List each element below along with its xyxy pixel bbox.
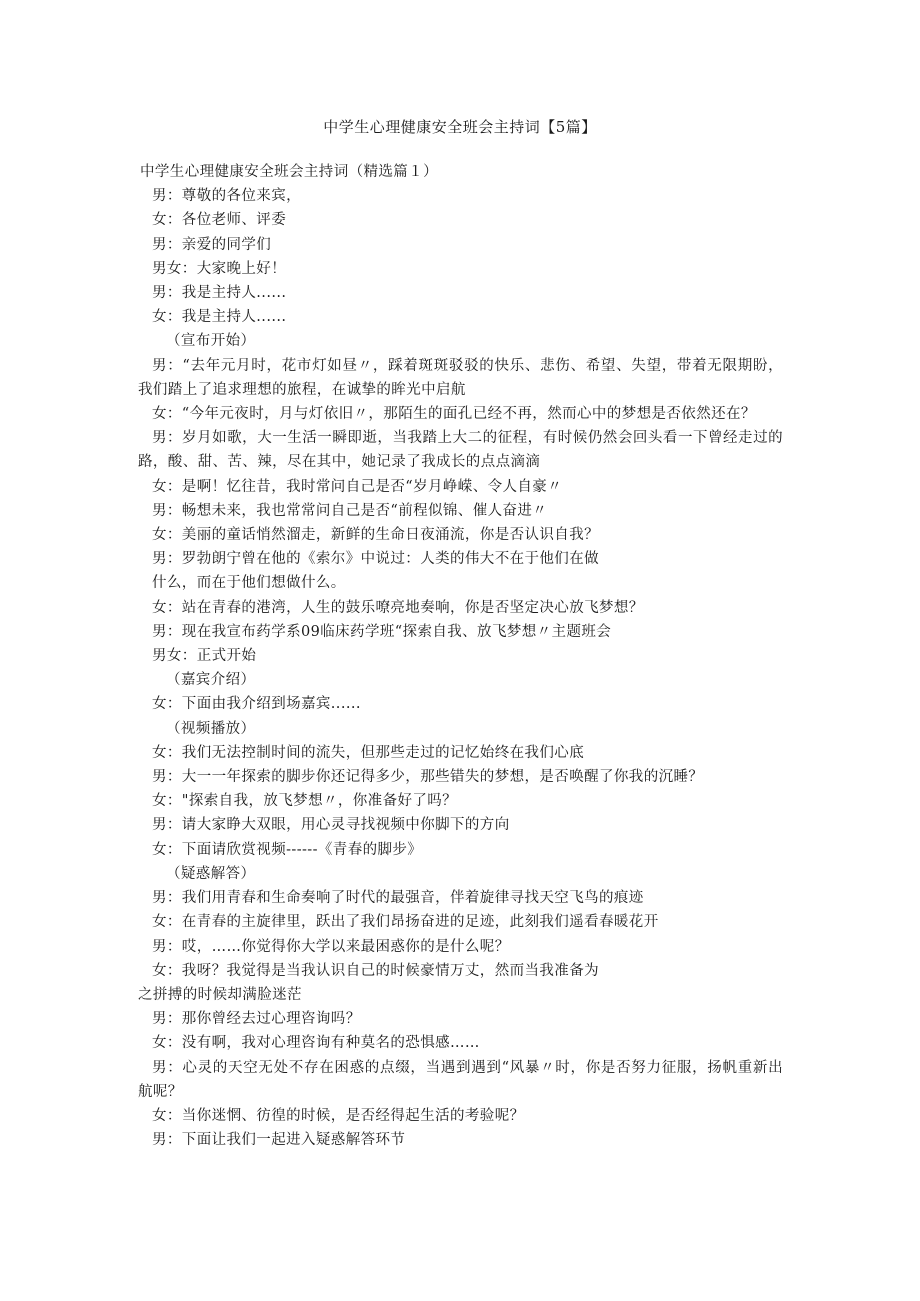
dialogue-line: 男：亲爱的同学们 xyxy=(152,236,272,253)
dialogue-line: 女：下面请欣赏视频------《青春的脚步》 xyxy=(152,841,423,858)
stage-direction: （嘉宾介绍） xyxy=(166,672,256,689)
dialogue-line: 男女：大家晚上好！ xyxy=(152,260,287,277)
dialogue-line: 男：下面让我们一起进入疑惑解答环节 xyxy=(152,1132,406,1149)
dialogue-line: 男：岁月如歌，大一生活一瞬即逝，当我踏上大二的征程，有时候仍然会回头看一下曾经走过的路，酸、甜、苦、辣，尽在其中，她记录了我成长的点点滴滴 xyxy=(138,430,783,471)
dialogue-line: 男：我是主持人...... xyxy=(152,285,287,302)
dialogue-line: 女：是啊！忆往昔，我时常问自己是否“岁月峥嵘、令人自豪〃 xyxy=(152,478,563,495)
dialogue-line: 男：现在我宣布药学系09临床药学班“探索自我、放飞梦想〃主题班会 xyxy=(152,623,612,640)
dialogue-line: 男：“去年元月时，花市灯如昼〃，踩着斑斑驳驳的快乐、悲伤、希望、失望，带着无限期盼，我们踏上了追求理想的旅程，在诚挚的眸光中启航 xyxy=(138,357,783,398)
dialogue-line: 女：站在青春的港湾，人生的鼓乐嘹亮地奏响，你是否坚定决心放飞梦想？ xyxy=(152,599,644,616)
dialogue-line: 女：美丽的童话悄然溜走，新鲜的生命日夜涌流，你是否认识自我？ xyxy=(152,527,599,544)
dialogue-line: 女：没有啊，我对心理咨询有种莫名的恐惧感…… xyxy=(152,1035,480,1052)
dialogue-line: 男：我们用青春和生命奏响了时代的最强音，伴着旋律寻找天空飞鸟的痕迹 xyxy=(152,890,644,907)
dialogue-line: 女："探索自我，放飞梦想〃，你准备好了吗？ xyxy=(152,793,458,810)
dialogue-line: 女：“今年元夜时，月与灯依旧〃，那陌生的面孔已经不再，然而心中的梦想是否依然还在？ xyxy=(152,406,756,423)
stage-direction: （视频播放） xyxy=(166,720,256,737)
dialogue-line: 女：在青春的主旋律里，跃出了我们昂扬奋进的足迹，此刻我们遥看春暖花开 xyxy=(152,914,659,931)
document-body xyxy=(138,160,783,1152)
stage-direction: （宣布开始） xyxy=(166,333,256,350)
dialogue-line: 男：心灵的天空无处不存在困惑的点缀，当遇到遇到“风暴〃时，你是否努力征服，扬帆重新出航呢？ xyxy=(138,1059,783,1100)
dialogue-line: 男：哎，……你觉得你大学以来最困惑你的是什么呢？ xyxy=(152,938,510,955)
dialogue-line: 男：畅想未来，我也常常问自己是否“前程似锦、催人奋进〃 xyxy=(152,502,548,519)
stage-direction: （疑惑解答） xyxy=(166,865,256,882)
dialogue-line: 女：我呀？我觉得是当我认识自己的时候豪情万丈，然而当我准备为 xyxy=(152,962,599,979)
dialogue-line: 男女：正式开始 xyxy=(152,648,257,665)
dialogue-line: 女：当你迷惘、彷徨的时候，是否经得起生活的考验呢？ xyxy=(152,1107,525,1124)
dialogue-line: 男：尊敬的各位来宾， xyxy=(152,188,301,205)
dialogue-line: 什么，而在于他们想做什么。 xyxy=(152,575,346,592)
dialogue-line: 女：我们无法控制时间的流失，但那些走过的记忆始终在我们心底 xyxy=(152,744,585,761)
dialogue-line: 女：我是主持人...... xyxy=(152,309,287,326)
dialogue-line: 男：那你曾经去过心理咨询吗？ xyxy=(152,1011,361,1028)
dialogue-line: 男：罗勃朗宁曾在他的《索尔》中说过：人类的伟大不在于他们在做 xyxy=(152,551,599,568)
dialogue-line: 女：下面由我介绍到场嘉宾...... xyxy=(152,696,361,713)
dialogue-line: 之拼搏的时候却满脸迷茫 xyxy=(138,986,302,1003)
dialogue-line: 男：请大家睁大双眼，用心灵寻找视频中你脚下的方向 xyxy=(152,817,510,834)
document-title: 中学生心理健康安全班会主持词【5篇】 xyxy=(323,118,597,136)
section-heading: 中学生心理健康安全班会主持词（精选篇１） xyxy=(140,164,438,180)
dialogue-line: 女：各位老师、评委 xyxy=(152,212,287,229)
dialogue-line: 男：大一一年探索的脚步你还记得多少，那些错失的梦想，是否唤醒了你我的沉睡？ xyxy=(152,769,704,786)
